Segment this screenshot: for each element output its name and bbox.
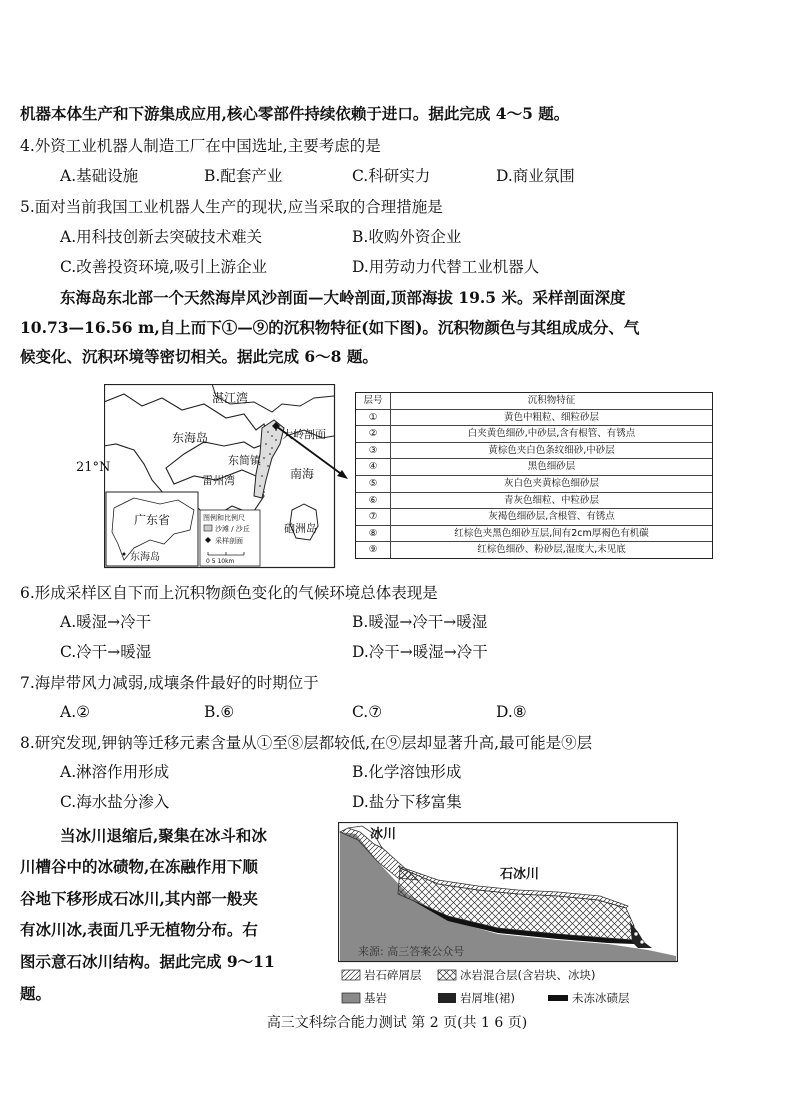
- q5-option-d: D.用劳动力代替工业机器人: [352, 258, 540, 276]
- q6-option-c: C.冷干→暖湿: [60, 643, 152, 661]
- layer-feature: 黄色中粗粒、细粒砂层: [503, 411, 599, 423]
- passage2-line3: 候变化、沉积环境等密切相关。据此完成 6～8 题。: [20, 347, 378, 366]
- q4-option-c: C.科研实力: [352, 167, 431, 185]
- q4-option-a: A.基础设施: [60, 167, 139, 185]
- layer-feature: 青灰色细粒、中粒砂层: [503, 494, 599, 506]
- q6-option-d: D.冷干→暖湿→冷干: [352, 643, 488, 661]
- legend-till: 未冻冰碛层: [572, 991, 630, 1005]
- header-layer: 层号: [356, 393, 391, 409]
- inset-label-donghai: 东海岛: [130, 552, 160, 563]
- layer-no: ⑨: [356, 542, 391, 558]
- q4-option-b: B.配套产业: [204, 167, 283, 185]
- table-row: [356, 458, 712, 475]
- passage3-line3: 谷地下移形成石冰川,其内部一般夹: [20, 889, 258, 908]
- q7-option-c: C.⑦: [352, 703, 383, 721]
- layer-feature: 红棕色细砂、粉砂层,湿度大,未见底: [477, 544, 626, 556]
- inset-label-guangdong: 广东省: [134, 513, 171, 527]
- rock-glacier-label: 石冰川: [500, 867, 540, 882]
- map-label-naozhou: 硇洲岛: [284, 522, 317, 535]
- map-label-daling: 大岭剖面: [282, 428, 326, 441]
- figure-source: 来源: 高三答案公众号: [358, 945, 465, 958]
- map-label-donghai: 东海岛: [172, 431, 209, 445]
- legend-bedrock: 基岩: [364, 991, 387, 1005]
- layer-feature: 灰白色夹黄棕色细砂层: [503, 477, 599, 489]
- map-latitude: 21°N: [76, 460, 111, 475]
- table-row: [356, 409, 712, 426]
- q7-option-b: B.⑥: [204, 703, 235, 721]
- table-row: [356, 508, 712, 525]
- q4-stem: 4.外资工业机器人制造工厂在中国选址,主要考虑的是: [20, 137, 381, 155]
- q7-option-a: A.②: [60, 703, 91, 721]
- q8-stem: 8.研究发现,钾钠等迁移元素含量从①至⑧层都较低,在⑨层却显著升高,最可能是⑨层: [20, 734, 593, 752]
- passage2-line2: 10.73—16.56 m,自上而下①—⑨的沉积物特征(如下图)。沉积物颜色与其组成成分、气: [20, 318, 640, 337]
- passage2-line1: 东海岛东北部一个天然海岸风沙剖面—大岭剖面,顶部海拔 19.5 米。采样剖面深度: [60, 288, 626, 307]
- table-header: [356, 393, 712, 409]
- layer-no: ③: [356, 443, 391, 459]
- layer-no: ②: [356, 426, 391, 442]
- layer-feature: 红棕色夹黑色细砂互层,间有2cm厚褐色有机碳: [454, 527, 649, 539]
- donghai-map: [104, 384, 354, 569]
- rock-glacier-diagram: [338, 822, 678, 1012]
- table-row: [356, 541, 712, 558]
- map-label-leizhou: 雷州湾: [202, 474, 235, 487]
- table-row: [356, 442, 712, 459]
- map-label-zhanjiang: 湛江湾: [212, 391, 249, 405]
- table-row: [356, 425, 712, 442]
- q8-option-b: B.化学溶蚀形成: [352, 763, 462, 781]
- q6-option-b: B.暖湿→冷干→暖湿: [352, 613, 488, 631]
- layer-no: ⑧: [356, 526, 391, 542]
- passage3-line2: 川槽谷中的冰碛物,在冻融作用下顺: [20, 857, 258, 876]
- map-label-dongjian: 东简镇: [228, 454, 261, 467]
- map-label-nanhai: 南海: [290, 467, 315, 481]
- q5-option-c: C.改善投资环境,吸引上游企业: [60, 258, 268, 276]
- table-row: [356, 525, 712, 542]
- layer-feature: 白夹黄色细砂,中砂层,含有根管、有锈点: [467, 428, 636, 440]
- table-row: [356, 475, 712, 492]
- q8-option-c: C.海水盐分渗入: [60, 793, 170, 811]
- legend-talus: 岩屑堆(裙): [460, 991, 515, 1005]
- q5-stem: 5.面对当前我国工业机器人生产的现状,应当采取的合理措施是: [20, 198, 443, 216]
- legend-scale: 0 5 10km: [206, 558, 235, 565]
- layer-feature: 灰褐色细砂层,含根管、有锈点: [488, 511, 615, 523]
- q8-option-a: A.淋溶作用形成: [60, 763, 170, 781]
- q7-option-d: D.⑧: [496, 703, 527, 721]
- intro-tail: 机器本体生产和下游集成应用,核心零部件持续依赖于进口。据此完成 4～5 题。: [20, 104, 570, 123]
- layer-feature: 黄棕色夹白色条纹细砂,中砂层: [488, 444, 615, 456]
- q5-option-b: B.收购外资企业: [352, 228, 462, 246]
- legend-profile: 采样剖面: [215, 537, 243, 545]
- q5-option-a: A.用科技创新去突破技术难关: [60, 228, 263, 246]
- passage3-line1: 当冰川退缩后,聚集在冰斗和冰: [60, 826, 267, 845]
- q8-option-d: D.盐分下移富集: [352, 793, 462, 811]
- legend-sand: 沙滩 / 沙丘: [215, 525, 250, 533]
- passage3-line6: 题。: [20, 984, 52, 1003]
- passage3-line4: 有冰川冰,表面几乎无植物分布。右: [20, 920, 258, 939]
- q6-option-a: A.暖湿→冷干: [60, 613, 152, 631]
- layer-no: ⑤: [356, 476, 391, 492]
- table-row: [356, 492, 712, 509]
- q6-stem: 6.形成采样区自下而上沉积物颜色变化的气候环境总体表现是: [20, 584, 438, 602]
- sediment-table: [355, 392, 713, 559]
- layer-no: ①: [356, 410, 391, 426]
- q7-stem: 7.海岸带风力减弱,成壤条件最好的时期位于: [20, 674, 319, 692]
- layer-feature: 黑色细砂层: [527, 461, 576, 473]
- layer-no: ④: [356, 459, 391, 475]
- passage3-line5: 图示意石冰川结构。据此完成 9～11: [20, 952, 275, 971]
- q4-option-d: D.商业氛围: [496, 167, 575, 185]
- layer-no: ⑥: [356, 493, 391, 509]
- legend-title: 图例和比例尺: [203, 514, 245, 522]
- legend-ice-rock: 冰岩混合层(含岩块、冰块): [460, 968, 596, 982]
- header-feature: 沉积物特征: [527, 395, 576, 406]
- legend-debris: 岩石碎屑层: [364, 968, 422, 982]
- page-footer: 高三文科综合能力测试 第 2 页(共 1 6 页): [266, 1015, 528, 1031]
- glacier-label: 冰川: [370, 827, 397, 842]
- layer-no: ⑦: [356, 509, 391, 525]
